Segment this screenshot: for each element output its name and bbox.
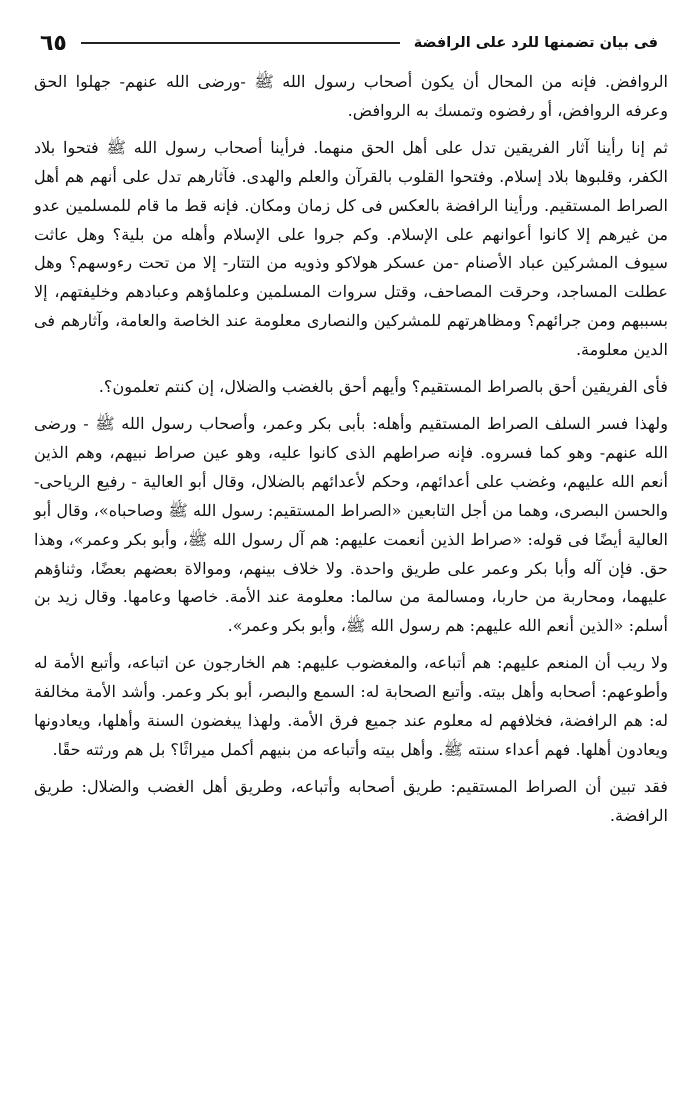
- page-body: [34, 68, 668, 831]
- paragraph-5: ولا ريب أن المنعم عليهم: هم أتباعه، والمغضوب عليهم: هم الخارجون عن اتباعه، وأتبع الأمة له وأطوعهم: أصحابه وأهل بيته. وأتبع الصحابة له: السمع والبصر، أبو بكر وعمر. وأشد الأمة مخالفة له: هم الرافضة، فخلافهم له معلوم عند جميع فرق الأمة. ولهذا يبغضون السنة وأهلها، ويعادونها ويعادون أهلها. فهم أعداء سنته ﷺ. وأهل بيته وأتباعه من بنيهم أكمل ميراثًا؟ بل هم ورثته حقًا.: [34, 653, 668, 759]
- paragraph-4: ولهذا فسر السلف الصراط المستقيم وأهله: بأبى بكر وعمر، وأصحاب رسول الله ﷺ - ورضى الله عنهم- وهو كما فسروه. فإنه صراطهم الذى كانوا عليه، وهو عين صراط نبيهم، وهم الذين أنعم الله عليهم، وغضب على أعدائهم، وحكم لأعدائهم بالضلال، وقال أبو العالية - رفيع الرياحى- والحسن البصرى، وهما من أجل التابعين «الصراط المستقيم: رسول الله ﷺ وصاحباه»، وقال أبو العالية أيضًا فى قوله: «صراط الذين أنعمت عليهم: هم آل رسول الله ﷺ، وأبو بكر وعمر»، وهذا حق. فإن آله وأبا بكر وعمر على طريق واحدة. ولا خلاف بينهم، وموالاة بعضهم بعضًا، وثناؤهم عليهما، ومحاربة من حاربا، ومسالمة من سالما: معلومة عند الأمة. خاصها وعامها. وقال زيد بن أسلم: «الذين أنعم الله عليهم: هم رسول الله ﷺ، وأبو بكر وعمر».: [34, 413, 668, 636]
- page-header: [40, 28, 658, 58]
- paragraph-3: فأى الفريقين أحق بالصراط المستقيم؟ وأيهم أحق بالغضب والضلال، إن كنتم تعلمون؟.: [98, 377, 668, 397]
- paragraph-6: فقد تبين أن الصراط المستقيم: طريق أصحابه وأتباعه، وطريق أهل الغضب والضلال: طريق الرافضة.: [34, 776, 668, 825]
- header-rule: [81, 42, 400, 44]
- running-title: فى بيان تضمنها للرد على الرافضة: [413, 35, 658, 51]
- paragraph-2: ثم إنا رأينا آثار الفريقين تدل على أهل الحق منهما. فرأينا أصحاب رسول الله ﷺ فتحوا بلاد الكفر، وقلبوها بلاد إسلام. وفتحوا القلوب بالقرآن والعلم والهدى. فآثارهم تدل على أنهم هم أهل الصراط المستقيم. ورأينا الرافضة بالعكس فى كل زمان ومكان. فإنه قط ما قام للمسلمين عدو من غيرهم إلا كانوا أعوانهم على الإسلام. وكم جروا على الإسلام وأهله من بلية؟ وهل عاثت سيوف المشركين عباد الأصنام -من عسكر هولاكو وذويه من التتار- إلا من تحت رءوسهم؟ وهل عطلت المساجد، وحرقت المصاحف، وقتل سروات المسلمين وعلماؤهم وعبادهم وخليفتهم، إلا بسببهم ومن جرائهم؟ ومظاهرتهم للمشركين والنصارى معلومة عند الخاصة والعامة، وآثارهم فى الدين معلومة.: [34, 137, 668, 360]
- paragraph-1: الروافض. فإنه من المحال أن يكون أصحاب رسول الله ﷺ -ورضى الله عنهم- جهلوا الحق وعرفه الروافض، أو رفضوه وتمسك به الروافض.: [34, 72, 668, 120]
- page-number: ٦٥: [40, 30, 67, 56]
